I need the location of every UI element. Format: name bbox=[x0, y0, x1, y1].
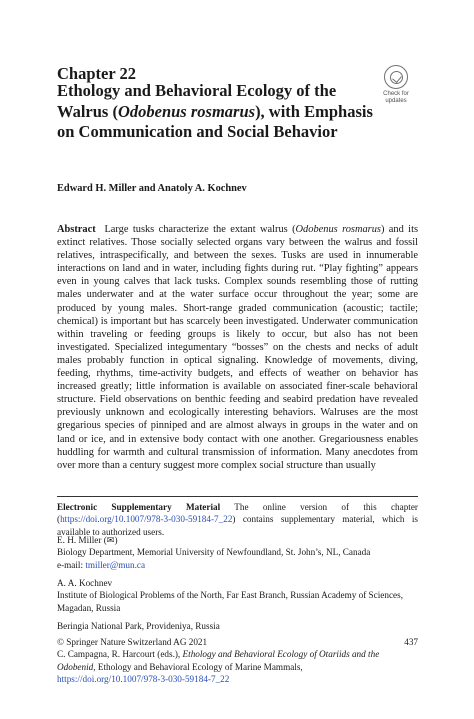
email-row: e-mail: tmiller@mun.ca bbox=[57, 559, 146, 570]
esm-text-b: ) contains supplementary material, which is available to authorized users. bbox=[57, 514, 418, 537]
abstract-label: Abstract bbox=[57, 224, 96, 235]
page-number: 437 bbox=[404, 637, 418, 647]
affiliation-miller bbox=[57, 534, 418, 571]
chapter-title bbox=[57, 81, 387, 143]
esm-doi-link[interactable]: https://doi.org/10.1007/978-3-030-59184-7_22 bbox=[60, 514, 233, 525]
affiliation-line: Biology Department, Memorial University of Newfoundland, St. John’s, NL, Canada bbox=[57, 547, 371, 558]
author-name: A. A. Kochnev bbox=[57, 578, 113, 588]
esm-text-a: The online version of this chapter ( bbox=[57, 502, 418, 525]
check-for-updates-badge[interactable] bbox=[374, 65, 418, 111]
title-species: Odobenus rosmarus bbox=[117, 101, 256, 121]
esm-label: Electronic Supplementary Material bbox=[57, 502, 221, 512]
book-title: Ethology and Behavioral Ecology of Otariids and the Odobenid bbox=[57, 649, 380, 672]
abstract-text-a: Large tusks characterize the extant walrus ( bbox=[104, 224, 296, 235]
title-text-1: Ethology and Behavioral Ecology of the Walrus ( bbox=[57, 81, 337, 121]
chapter-label: Chapter 22 bbox=[57, 64, 136, 83]
check-for-updates-icon bbox=[384, 65, 408, 89]
citation: C. Campagna, R. Harcourt (eds.), Ethology and Behavioral Ecology of Otariids and the Odobenid, Ethology and Behavioral Ecology of Marine Mammals, bbox=[57, 649, 380, 672]
title-text-2: ), with Emphasis on Communication and Social Behavior bbox=[57, 101, 373, 141]
abstract bbox=[57, 223, 418, 472]
affiliation-line: Institute of Biological Problems of the North, Far East Branch, Russian Academy of Sciences, Magadan, Russia bbox=[57, 590, 403, 613]
copyright: © Springer Nature Switzerland AG 2021 bbox=[57, 637, 208, 647]
authors: Edward H. Miller and Anatoly A. Kochnev bbox=[57, 183, 247, 194]
author-name: E. H. Miller (✉) bbox=[57, 535, 118, 545]
email-link[interactable]: tmiller@mun.ca bbox=[85, 559, 146, 570]
affiliation-line: Beringia National Park, Provideniya, Russia bbox=[57, 620, 220, 631]
abstract-text-b: ) and its extinct relatives. Those socially selected organs vary between the walrus and fossil relatives, intraspecifically, and between the sexes. Tusks are used in innumerable interactions on land and in water, including fights during rut. “Play fighting” appears even in young calves that lack tusks. Complex sounds resembling those of rutting males underwater and at the water surface occur throughout the year; some are produced by young males. Short-range graded communication (acoustic; tactile; chemical) is important but has scarcely been investigated. Underwater communication within traveling or feeding groups is likely to occur, but also has not been investigated. Specialized integumentary “bosses” on the chests and necks of adult males probably function in optical signaling. Knowledge of movements, diving, feeding, rhythms, time-activity budgets, and effects of weather on behavior has increased greatly; little information is available on associated finer-scale behavioral structure. Field observations on benthic feeding and seabird predation have revealed previously unknown and ecologically interesting behaviors. Walruses are the most gregarious species of pinniped and are almost always in groups in the water and on land or ice, and in extensive body contact with one another. Gregariousness enables huddling for warmth and cultural transmission of information. Many anecdotes from over more than a century suggest more complex social structure than usually bbox=[57, 224, 418, 471]
abstract-species: Odobenus rosmarus bbox=[295, 224, 381, 235]
footnote-divider bbox=[57, 496, 418, 497]
badge-label: Check for updates bbox=[383, 91, 409, 104]
footer-citation bbox=[57, 636, 387, 685]
supplementary-note bbox=[57, 501, 418, 538]
footer-doi-link[interactable]: https://doi.org/10.1007/978-3-030-59184-7_22 bbox=[57, 673, 230, 684]
affiliation-kochnev bbox=[57, 577, 418, 632]
